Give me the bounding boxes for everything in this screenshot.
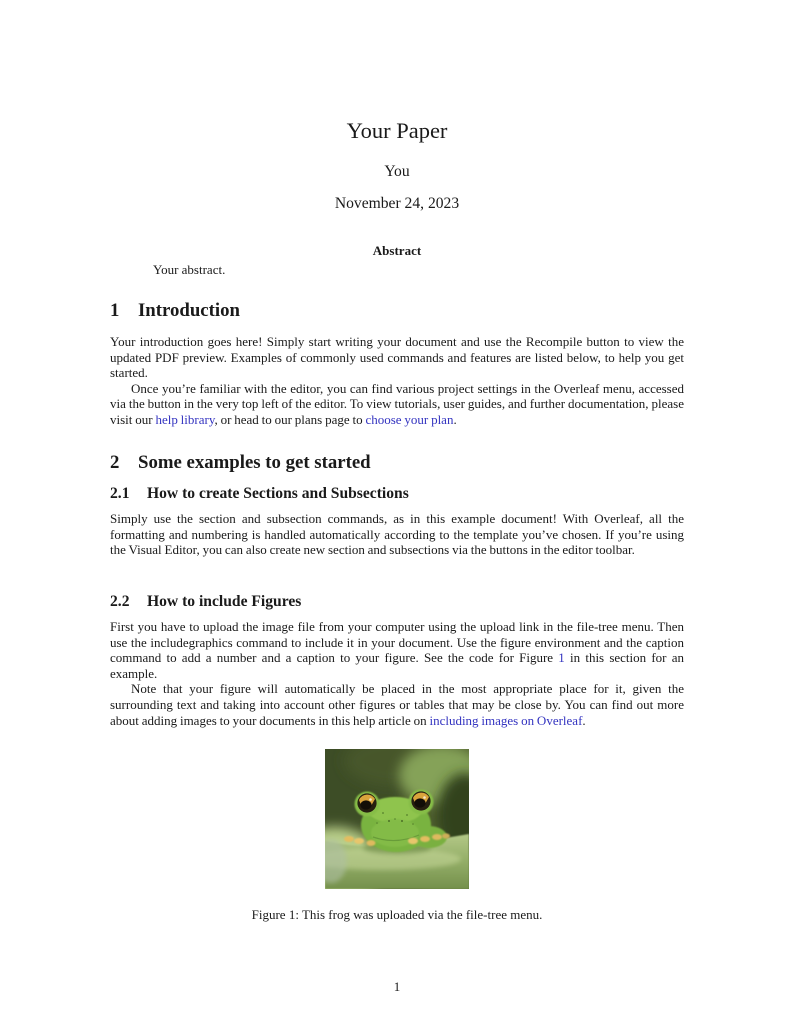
section-1-body <box>110 334 684 428</box>
section-2-title: Some examples to get started <box>138 452 371 473</box>
frog-illustration <box>325 749 469 889</box>
paper-author: You <box>384 163 410 180</box>
text-run: in this section for an example. <box>110 650 684 681</box>
paper-title: Your Paper <box>346 118 448 143</box>
including-images-link[interactable]: including images on Overleaf <box>429 712 583 728</box>
section-1-number: 1 <box>110 300 120 321</box>
section-1-title: Introduction <box>138 300 240 321</box>
choose-your-plan-link[interactable]: choose your plan <box>365 411 454 427</box>
figure-caption: Figure 1: This frog was uploaded via the file-tree menu. <box>251 907 543 922</box>
text-run: First you have to upload the image file from your computer using the upload link in the file-tree menu. Then use the includegraphics command to include it in your document. Use the figure environment and the caption command to add a number and a caption to your figure. See the code for Figure <box>110 619 684 666</box>
section-2-2-heading <box>110 593 684 611</box>
section-2-1-heading <box>110 485 684 503</box>
section-2-heading <box>110 452 684 474</box>
section-2-2-title: How to include Figures <box>147 593 302 610</box>
paragraph <box>110 681 684 728</box>
abstract-heading: Abstract <box>372 243 422 258</box>
section-1-heading <box>110 300 684 322</box>
section-2-2-body <box>110 619 684 728</box>
paragraph: Your introduction goes here! Simply start writing your document and use the Recompile button to view the updated PDF preview. Examples of commonly used commands and features are listed below, to help you get started. <box>110 334 684 381</box>
section-2-2-number: 2.2 <box>110 593 130 610</box>
section-2-1-number: 2.1 <box>110 485 130 502</box>
paragraph <box>110 619 684 681</box>
paper-date: November 24, 2023 <box>334 195 460 212</box>
page-number: 1 <box>393 979 401 994</box>
frog-figure-image <box>325 749 469 889</box>
section-2-number: 2 <box>110 452 120 473</box>
text-run: Note that your figure will automatically be placed in the most appropriate place for it, given the surrounding text and taking into account other figures or tables that may be close by. You can find out more about adding images to your documents in this help article on <box>110 681 684 728</box>
help-library-link[interactable]: help library <box>155 411 215 427</box>
abstract-text: Your abstract. <box>153 262 226 277</box>
section-2-1-body <box>110 511 684 558</box>
figure-1-ref-link[interactable]: 1 <box>558 650 565 666</box>
text-run: , or head to our plans page to <box>214 411 366 427</box>
paragraph <box>110 381 684 428</box>
section-2-1-title: How to create Sections and Subsections <box>147 485 409 502</box>
text-run: . <box>582 712 586 728</box>
text-run: . <box>453 411 457 427</box>
text-run: Once you’re familiar with the editor, you can find various project settings in the Overleaf menu, accessed via the button in the very top left of the editor. To view tutorials, user guides, and further documentation, please visit our <box>110 380 684 427</box>
paragraph: Simply use the section and subsection commands, as in this example document! With Overleaf, all the formatting and numbering is handled automatically according to the template you’ve chosen. If you’re using the Visual Editor, you can also create new section and subsections via the buttons in the editor toolbar. <box>110 511 684 558</box>
